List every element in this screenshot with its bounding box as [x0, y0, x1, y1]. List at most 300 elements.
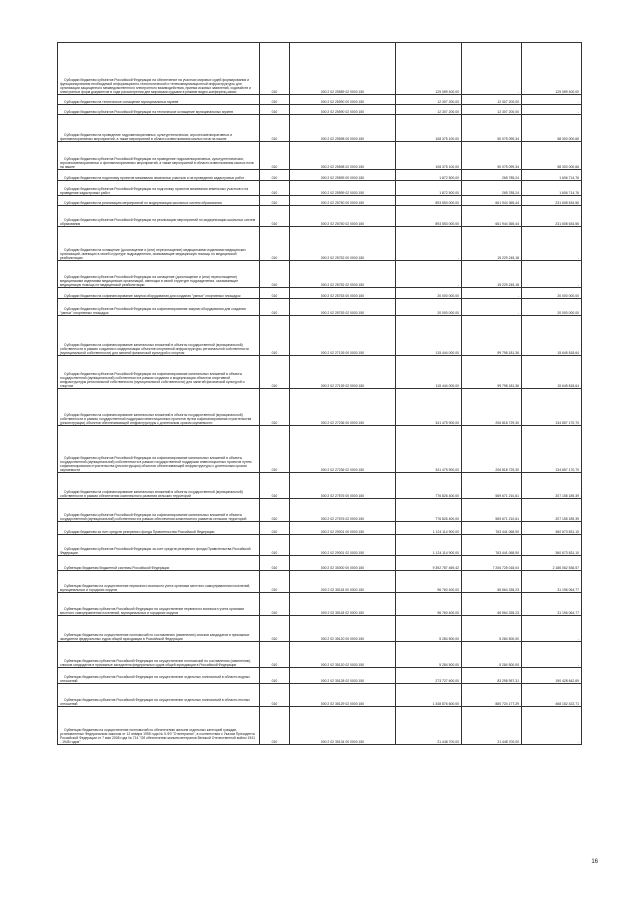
row-kbk-text: 000 2 02 35128 02 0000 150 [320, 678, 365, 683]
row-approved-cell [396, 556, 462, 571]
row-kbk-text: 000 2 02 27139 02 0000 150 [320, 383, 365, 388]
row-code-cell [260, 227, 290, 261]
row-approved-text: 341 475 900,00 [435, 420, 459, 425]
row-code-cell [260, 389, 290, 426]
table-row [58, 316, 582, 356]
row-kbk-text: 000 2 02 25590 00 0000 150 [320, 99, 365, 104]
row-code-text: 010 [271, 565, 278, 570]
row-approved-cell [396, 181, 462, 196]
row-code-text: 010 [271, 493, 278, 498]
row-remaining-cell [522, 206, 582, 227]
row-kbk-cell [290, 707, 396, 745]
row-remaining-text: 31 196 064,77 [557, 610, 579, 615]
row-code-cell [260, 684, 290, 707]
row-approved-cell [396, 43, 462, 95]
table-row [58, 593, 582, 616]
row-kbk-text: 000 2 02 25590 02 0000 150 [320, 109, 365, 114]
table-row [58, 95, 582, 105]
row-executed-text: 15 229 245,18 [497, 255, 519, 260]
row-remaining-cell [522, 571, 582, 593]
row-kbk-cell [290, 43, 396, 95]
row-kbk-cell [290, 684, 396, 707]
row-approved-text: 893 553 000,00 [435, 200, 459, 205]
row-remaining-cell [522, 261, 582, 288]
row-name-text: Субсидии бюджетам субъектов Российской Федерации на реализацию мероприятий по модернизации школьных систем образования [60, 217, 256, 226]
row-remaining-text: - [577, 662, 579, 667]
row-approved-cell [396, 535, 462, 556]
row-kbk-text: 000 2 02 25753 00 0000 150 [320, 293, 365, 298]
row-executed-text: 83 298 957,31 [497, 678, 519, 683]
row-code-text: 010 [271, 164, 278, 169]
row-executed-cell [462, 299, 522, 316]
row-kbk-cell [290, 356, 396, 389]
row-kbk-cell [290, 105, 396, 115]
row-name-text: Субсидии бюджетам на подготовку проектов межевания земельных участков и на проведение кадастровых работ [64, 175, 245, 180]
row-remaining-text: 134 657 170,70 [555, 467, 579, 472]
row-code-text: 010 [271, 550, 278, 555]
row-kbk-cell [290, 473, 396, 499]
row-executed-text: 12 307 200,00 [497, 109, 519, 114]
row-kbk-text: 000 2 02 35120 02 0000 150 [320, 662, 365, 667]
row-kbk-text: 000 2 02 25752 02 0000 150 [320, 282, 365, 287]
row-name-cell [58, 95, 260, 105]
row-code-cell [260, 316, 290, 356]
row-remaining-cell [522, 499, 582, 522]
row-code-cell [260, 556, 290, 571]
table-row [58, 142, 582, 170]
row-remaining-cell [522, 642, 582, 668]
row-code-cell [260, 181, 290, 196]
row-kbk-text: 000 2 02 25599 00 0000 150 [320, 175, 365, 180]
row-name-cell [58, 556, 260, 571]
row-kbk-cell [290, 642, 396, 668]
row-approved-text: 20 000 000,00 [437, 310, 459, 315]
table-row [58, 522, 582, 535]
row-code-cell [260, 299, 290, 316]
row-name-text: Субсидии бюджетам за счет средств резервного фонда Правительства Российской Федерации [64, 529, 215, 534]
row-executed-text: 15 229 245,18 [497, 282, 519, 287]
row-remaining-text: 190 428 642,69 [555, 678, 579, 683]
row-kbk-text: 000 2 02 25589 02 0000 150 [320, 89, 365, 94]
row-approved-text: 1 348 876 600,00 [432, 701, 459, 706]
row-name-cell [58, 43, 260, 95]
row-approved-text: - [457, 255, 459, 260]
row-remaining-text: 15 645 818,64 [557, 383, 579, 388]
row-kbk-cell [290, 261, 396, 288]
table-body [58, 43, 582, 745]
row-name-cell [58, 170, 260, 181]
row-remaining-text: 125 089 400,00 [555, 89, 579, 94]
row-kbk-text: 000 2 02 30000 00 0000 150 [320, 565, 365, 570]
row-executed-text: 206 818 729,30 [495, 420, 519, 425]
table-row [58, 616, 582, 642]
row-name-text: Субсидии бюджетам на софинансирование закупки оборудования для создания "умных" спортивных площадок [64, 293, 241, 298]
table-row [58, 288, 582, 299]
row-name-text: Субсидии бюджетам на софинансирование капитальных вложений в объекты государственной (муниципальной) собственности в рамках обеспечения комплексного развития сельских территорий [60, 489, 243, 498]
row-code-text: 010 [271, 516, 278, 521]
row-remaining-cell [522, 616, 582, 642]
row-code-cell [260, 170, 290, 181]
row-name-cell [58, 684, 260, 707]
row-name-text: Субсидии бюджетам на техническое оснащение муниципальных музеев [64, 99, 179, 104]
row-kbk-text: 000 2 02 35129 02 0000 150 [320, 701, 365, 706]
row-code-text: 010 [271, 136, 278, 141]
row-approved-text: 12 307 200,00 [437, 109, 459, 114]
row-kbk-text: 000 2 02 35118 00 0000 150 [320, 587, 365, 592]
row-name-text: Субсидии бюджетам субъектов Российской Федерации на оснащение (дооснащение и (или) переоснащение) медицинскими изделиями медицинских организаций, имеющих в своей структуре подразделения, оказывающие медицинскую помощь по медицинской реабилитации [60, 274, 239, 287]
row-remaining-text: 58 300 000,66 [557, 164, 579, 169]
row-remaining-cell [522, 356, 582, 389]
row-remaining-text: 1 606 714,76 [559, 175, 579, 180]
table-row [58, 170, 582, 181]
row-remaining-text: - [577, 636, 579, 641]
row-kbk-cell [290, 288, 396, 299]
row-code-cell [260, 426, 290, 473]
row-code-cell [260, 261, 290, 288]
row-remaining-text: 468 152 422,71 [555, 701, 579, 706]
row-approved-text: 115 444 000,00 [435, 350, 459, 355]
row-code-text: 010 [271, 678, 278, 683]
row-name-cell [58, 707, 260, 745]
row-code-cell [260, 43, 290, 95]
table-row [58, 535, 582, 556]
row-kbk-cell [290, 115, 396, 142]
row-remaining-cell [522, 316, 582, 356]
row-kbk-cell [290, 196, 396, 206]
row-name-text: Субсидии бюджетам субъектов Российской Федерации на обеспечение на участках мировых судей формирования и функционирования необходимой информационно-технологической и телекоммуникационной инфраструктуры для организации защищенного межведомственного электронного взаимодействия, приема исковых заявлений, ходатайств и электронных форм документов в ходе рассмотрения дел мировыми судьями в режиме видео-конференц-связи [60, 77, 251, 94]
row-remaining-cell [522, 556, 582, 571]
row-name-text: Субвенции бюджетам субъектов Российской Федерации на осуществление отдельных полномочий в области водных отношений [60, 674, 250, 683]
row-executed-text: 21 448 700,00 [497, 739, 519, 744]
row-executed-text: 661 944 365,44 [495, 221, 519, 226]
row-code-text: 010 [271, 99, 278, 104]
row-kbk-cell [290, 668, 396, 684]
row-code-cell [260, 642, 290, 668]
row-approved-cell [396, 707, 462, 745]
row-approved-text: 21 448 700,00 [437, 739, 459, 744]
row-name-cell [58, 616, 260, 642]
row-code-text: 010 [271, 89, 278, 94]
row-approved-cell [396, 499, 462, 522]
row-code-cell [260, 196, 290, 206]
row-name-cell [58, 522, 260, 535]
row-code-cell [260, 95, 290, 105]
row-remaining-cell [522, 522, 582, 535]
row-approved-cell [396, 616, 462, 642]
row-remaining-text: 207 155 189,39 [555, 516, 579, 521]
row-name-text: Субсидии бюджетам на оснащение (дооснащение и (или) переоснащение) медицинскими изделиями медицинских организаций, имеющих в своей структуре подразделения, оказывающие медицинскую помощь по медицинской реабилитации [60, 247, 246, 260]
row-code-text: 010 [271, 255, 278, 260]
row-executed-text: 5 284 500,00 [499, 662, 519, 667]
row-approved-cell [396, 299, 462, 316]
row-executed-cell [462, 593, 522, 616]
row-remaining-cell [522, 389, 582, 426]
row-approved-cell [396, 389, 462, 426]
row-code-text: 010 [271, 662, 278, 667]
row-name-text: Субсидии бюджетам субъектов Российской Федерации на софинансирование капитальных вложений в объекты государственной (муниципальной) собственности в рамках создания и модернизации объектов спортивной инфраструктуры региональной собственности (муниципальной собственности) для занятий физической культурой и спортом [60, 371, 245, 388]
row-approved-text: 96 760 400,00 [437, 610, 459, 615]
row-executed-cell [462, 522, 522, 535]
row-name-text: Субвенции бюджетам на осуществление первичного воинского учета органами местного самоуправления поселений, муниципальных и городских округов [60, 583, 251, 592]
row-code-cell [260, 473, 290, 499]
row-remaining-cell [522, 684, 582, 707]
row-code-text: 010 [271, 200, 278, 205]
row-executed-text: 65 564 335,23 [497, 587, 519, 592]
row-executed-cell [462, 668, 522, 684]
row-name-cell [58, 316, 260, 356]
table-row [58, 426, 582, 473]
row-approved-text: 96 760 400,00 [437, 587, 459, 592]
row-approved-cell [396, 668, 462, 684]
row-name-cell [58, 499, 260, 522]
row-kbk-cell [290, 316, 396, 356]
row-approved-cell [396, 170, 462, 181]
row-remaining-cell [522, 43, 582, 95]
row-kbk-cell [290, 389, 396, 426]
row-name-cell [58, 593, 260, 616]
row-name-text: Субвенции бюджетам субъектов Российской Федерации на осуществление полномочий по составлению (изменению) списков кандидатов в присяжные заседатели федеральных судов общей юрисдикции в Российской Федерации [60, 658, 251, 667]
row-approved-cell [396, 206, 462, 227]
table-row [58, 227, 582, 261]
row-approved-text: 20 000 000,00 [437, 293, 459, 298]
row-kbk-cell [290, 299, 396, 316]
row-executed-cell [462, 261, 522, 288]
row-code-cell [260, 593, 290, 616]
row-approved-text: 341 475 900,00 [435, 467, 459, 472]
row-kbk-text: 000 2 02 25598 00 0000 150 [320, 136, 365, 141]
table-row [58, 556, 582, 571]
row-remaining-cell [522, 299, 582, 316]
row-executed-text: 99 798 181,36 [497, 383, 519, 388]
row-kbk-cell [290, 170, 396, 181]
row-name-text: Субсидии бюджетам субъектов Российской Федерации на проведение гидромелиоративных, культуртехнических, агролесомелиоративных и фитомелиоративных мероприятий, а также мероприятий в области известкования кислых почв на пашне [60, 156, 254, 169]
row-approved-text: 776 826 400,00 [435, 493, 459, 498]
row-code-text: 010 [271, 293, 278, 298]
row-code-cell [260, 142, 290, 170]
row-kbk-text: 000 2 02 25598 02 0000 150 [320, 164, 365, 169]
row-remaining-cell [522, 668, 582, 684]
row-executed-cell [462, 316, 522, 356]
row-remaining-text: 360 673 831,10 [555, 529, 579, 534]
row-code-cell [260, 288, 290, 299]
row-executed-cell [462, 556, 522, 571]
row-executed-cell [462, 105, 522, 115]
row-approved-cell [396, 642, 462, 668]
row-approved-text: 5 284 500,00 [439, 636, 459, 641]
row-executed-cell [462, 426, 522, 473]
row-remaining-text: 207 155 189,39 [555, 493, 579, 498]
row-kbk-cell [290, 426, 396, 473]
row-executed-cell [462, 181, 522, 196]
row-name-cell [58, 227, 260, 261]
row-code-cell [260, 522, 290, 535]
row-approved-text: 1 124 114 900,00 [432, 550, 459, 555]
row-remaining-text: - [577, 282, 579, 287]
table-row [58, 499, 582, 522]
row-code-cell [260, 499, 290, 522]
row-remaining-text: 360 673 831,10 [555, 550, 579, 555]
row-remaining-text: - [577, 109, 579, 114]
row-code-text: 010 [271, 221, 278, 226]
row-name-text: Субсидии бюджетам на проведение гидромелиоративных, культуртехнических, агролесомелиоративных и фитомелиоративных мероприятий, а также мероприятий в области известкования кислых почв на пашне [60, 132, 233, 141]
row-executed-text: 265 785,24 [502, 175, 519, 180]
row-approved-text: 108 375 100,00 [435, 164, 459, 169]
row-kbk-text: 000 2 02 35120 00 0000 150 [320, 636, 365, 641]
row-executed-cell [462, 642, 522, 668]
row-executed-text: - [517, 310, 519, 315]
row-executed-cell [462, 499, 522, 522]
row-name-cell [58, 299, 260, 316]
table-row [58, 206, 582, 227]
row-remaining-text: 231 608 634,56 [555, 221, 579, 226]
row-executed-text: 99 798 181,36 [497, 350, 519, 355]
row-remaining-cell [522, 288, 582, 299]
row-approved-text: 776 826 400,00 [435, 516, 459, 521]
row-executed-text: 763 441 068,90 [495, 550, 519, 555]
row-remaining-text: - [577, 739, 579, 744]
row-kbk-cell [290, 499, 396, 522]
row-code-text: 010 [271, 383, 278, 388]
row-remaining-cell [522, 535, 582, 556]
row-code-cell [260, 206, 290, 227]
row-executed-text: 50 075 099,34 [497, 164, 519, 169]
row-remaining-text: - [577, 255, 579, 260]
row-approved-cell [396, 593, 462, 616]
row-remaining-cell [522, 170, 582, 181]
row-kbk-text: 000 2 02 27139 00 0000 150 [320, 350, 365, 355]
row-name-cell [58, 206, 260, 227]
row-kbk-cell [290, 95, 396, 105]
row-approved-text: 9 392 787 469,42 [432, 565, 459, 570]
row-approved-text: 1 124 114 900,00 [432, 529, 459, 534]
row-executed-cell [462, 170, 522, 181]
row-remaining-cell [522, 426, 582, 473]
row-executed-cell [462, 227, 522, 261]
row-name-text: Субвенции бюджетам субъектов Российской Федерации на осуществление первичного воинского учета органами местного самоуправления поселений, муниципальных и городских округов [60, 606, 244, 615]
table-row [58, 684, 582, 707]
row-executed-cell [462, 115, 522, 142]
row-executed-cell [462, 707, 522, 745]
table-row [58, 181, 582, 196]
row-code-text: 010 [271, 636, 278, 641]
row-name-text: Субсидии бюджетам на софинансирование капитальных вложений в объекты государственной (муниципальной) собственности в рамках государственной поддержки инвестиционных проектов путем софинансирования строительства (реконструкции) объектов обеспечивающей инфраструктуры с длительным сроком окупаемости [60, 412, 252, 425]
row-name-text: Субвенции бюджетам на осуществление полномочий по обеспечению жильем отдельных категорий граждан, установленных Федеральным законом от 12 января 1995 года № 5-ФЗ "О ветеранах", в соответствии с Указом Президента Российской Федерации от 7 мая 2008 года № 714 "Об обеспечении жильем ветеранов Великой Отечественной войны 1941 - 1945 годов" [60, 727, 256, 744]
row-name-cell [58, 181, 260, 196]
table-row [58, 356, 582, 389]
row-kbk-text: 000 2 02 27576 00 0000 150 [320, 493, 365, 498]
row-kbk-text: 000 2 02 35118 02 0000 150 [320, 610, 365, 615]
row-approved-text: 115 444 000,00 [435, 383, 459, 388]
row-executed-text: 65 564 335,23 [497, 610, 519, 615]
table-row [58, 473, 582, 499]
row-remaining-cell [522, 115, 582, 142]
row-remaining-text: 58 300 000,66 [557, 136, 579, 141]
row-name-cell [58, 261, 260, 288]
row-code-text: 010 [271, 587, 278, 592]
row-code-text: 010 [271, 350, 278, 355]
row-remaining-cell [522, 181, 582, 196]
row-remaining-text: 1 606 714,76 [559, 190, 579, 195]
row-executed-cell [462, 684, 522, 707]
row-name-cell [58, 668, 260, 684]
row-name-cell [58, 115, 260, 142]
row-executed-text: 206 818 729,30 [495, 467, 519, 472]
row-approved-text: - [457, 282, 459, 287]
row-remaining-text: - [577, 99, 579, 104]
row-remaining-text: 20 000 000,00 [557, 293, 579, 298]
table-row [58, 115, 582, 142]
row-remaining-text: 2 186 062 536,57 [552, 565, 579, 570]
row-name-cell [58, 571, 260, 593]
row-name-text: Субвенции бюджетам субъектов Российской Федерации на осуществление отдельных полномочий в области лесных отношений [60, 697, 250, 706]
row-approved-text: 5 284 500,00 [439, 662, 459, 667]
row-code-text: 010 [271, 109, 278, 114]
row-code-cell [260, 356, 290, 389]
row-name-text: Субсидии бюджетам субъектов Российской Федерации за счет средств резервного фонда Правительства Российской Федерации [60, 546, 251, 555]
row-remaining-cell [522, 105, 582, 115]
row-name-text: Субвенции бюджетам бюджетной системы Российской Федерации [64, 565, 170, 570]
row-code-text: 010 [271, 701, 278, 706]
budget-execution-table [57, 42, 582, 745]
row-remaining-text: 31 196 064,77 [557, 587, 579, 592]
row-remaining-text: 20 000 000,00 [557, 310, 579, 315]
row-executed-text: 12 307 200,00 [497, 99, 519, 104]
row-approved-cell [396, 426, 462, 473]
row-kbk-text: 000 2 02 25752 00 0000 150 [320, 255, 365, 260]
row-approved-text: 893 553 000,00 [435, 221, 459, 226]
table-row [58, 571, 582, 593]
row-approved-cell [396, 105, 462, 115]
row-executed-text: 880 724 177,29 [495, 701, 519, 706]
row-remaining-text: 231 608 634,56 [555, 200, 579, 205]
row-name-text: Субсидии бюджетам на реализацию мероприятий по модернизации школьных систем образования [64, 200, 222, 205]
table-row [58, 196, 582, 206]
row-executed-cell [462, 616, 522, 642]
row-executed-cell [462, 389, 522, 426]
row-name-cell [58, 105, 260, 115]
row-code-text: 010 [271, 175, 278, 180]
row-approved-cell [396, 261, 462, 288]
row-executed-cell [462, 535, 522, 556]
row-name-text: Субсидии бюджетам субъектов Российской Федерации на подготовку проектов межевания земельных участков и на проведение кадастровых работ [60, 186, 249, 195]
row-approved-cell [396, 95, 462, 105]
row-kbk-cell [290, 227, 396, 261]
row-kbk-cell [290, 142, 396, 170]
row-kbk-text: 000 2 02 25750 02 0000 150 [320, 221, 365, 226]
row-executed-cell [462, 473, 522, 499]
row-approved-text: 12 307 200,00 [437, 99, 459, 104]
row-code-text: 010 [271, 739, 278, 744]
table-row [58, 668, 582, 684]
row-code-cell [260, 115, 290, 142]
row-kbk-cell [290, 556, 396, 571]
row-code-cell [260, 535, 290, 556]
row-code-text: 010 [271, 529, 278, 534]
row-remaining-text: 15 645 818,64 [557, 350, 579, 355]
row-name-cell [58, 642, 260, 668]
row-name-text: Субсидии бюджетам субъектов Российской Федерации на софинансирование капитальных вложений в объекты государственной (муниципальной) собственности в рамках государственной поддержки инвестиционных проектов путем софинансирования строительства (реконструкции) объектов обеспечивающей инфраструктуры с длительным сроком окупаемости [60, 455, 252, 472]
row-approved-cell [396, 522, 462, 535]
row-kbk-text: 000 2 02 27236 02 0000 150 [320, 467, 365, 472]
row-code-cell [260, 668, 290, 684]
table-row [58, 642, 582, 668]
row-approved-cell [396, 356, 462, 389]
row-kbk-text: 000 2 02 29001 02 0000 150 [320, 550, 365, 555]
row-kbk-text: 000 2 02 35134 00 0000 150 [320, 739, 365, 744]
row-kbk-cell [290, 181, 396, 196]
row-executed-text: 50 075 099,34 [497, 136, 519, 141]
row-executed-cell [462, 356, 522, 389]
